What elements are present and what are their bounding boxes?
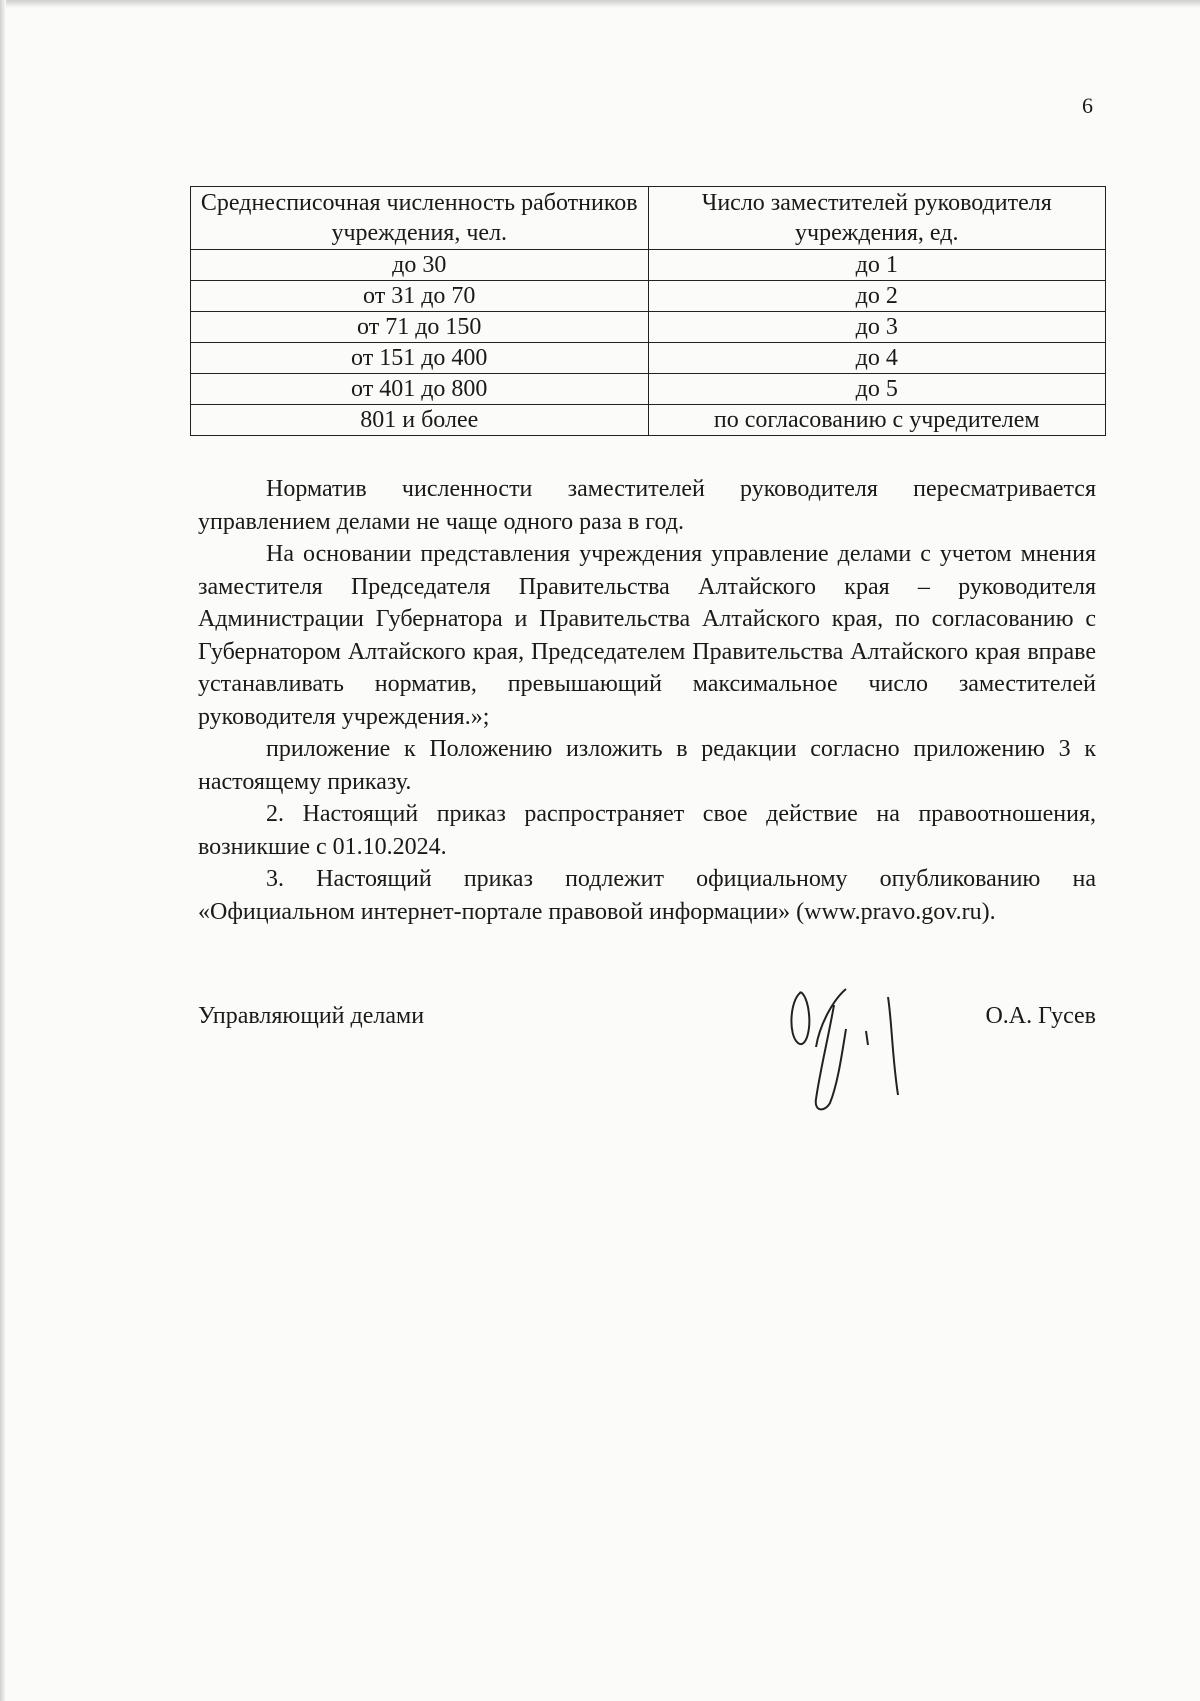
table-cell: 801 и более <box>191 405 649 436</box>
table-cell: по согласованию с учредителем <box>648 405 1106 436</box>
table-header-row <box>191 187 1106 250</box>
table-header-cell: Среднесписочная численность работников учреждения, чел. <box>191 187 649 250</box>
scan-edge-top <box>0 0 1200 8</box>
table-cell: до 30 <box>191 250 649 281</box>
signer-title: Управляющий делами <box>198 1003 425 1029</box>
table-row <box>191 343 1106 374</box>
table-cell: до 3 <box>648 312 1106 343</box>
paragraph-item-2: 2. Настоящий приказ распространяет свое действие на правоотношения, возникшие с 01.10.2024. <box>198 801 1096 860</box>
document-body <box>198 473 1096 928</box>
table-cell: до 2 <box>648 281 1106 312</box>
signer-name: О.А. Гусев <box>985 1003 1096 1029</box>
table-row <box>191 250 1106 281</box>
table-cell: до 5 <box>648 374 1106 405</box>
deputies-norm-table <box>190 186 1106 436</box>
table-row <box>191 281 1106 312</box>
signature-block <box>198 1003 1096 1123</box>
scan-edge-left <box>0 0 6 1701</box>
table-cell: от 401 до 800 <box>191 374 649 405</box>
paragraph-appendix: приложение к Положению изложить в редакции согласно приложению 3 к настоящему приказу. <box>198 736 1096 795</box>
table-header-cell: Число заместителей руководителя учреждения, ед. <box>648 187 1106 250</box>
table-cell: от 151 до 400 <box>191 343 649 374</box>
handwritten-signature <box>786 943 916 1113</box>
paragraph-item-3: 3. Настоящий приказ подлежит официальному опубликованию на «Официальном интернет-портале правовой информации» (www.pravo.gov.ru). <box>198 866 1096 925</box>
page-number: 6 <box>1082 93 1093 118</box>
table-row <box>191 374 1106 405</box>
table-cell: от 71 до 150 <box>191 312 649 343</box>
paragraph-norm-exceed: На основании представления учреждения управление делами с учетом мнения заместителя Председателя Правительства Алтайского края – руководителя Администрации Губернатора и Правительства Алтайского края, по согласованию с Губернатором Алтайского края, Председателем Правительства Алтайского края вправе устанавливать норматив, превышающий максимальное число заместителей руководителя учреждения.»; <box>198 541 1096 730</box>
table-cell: от 31 до 70 <box>191 281 649 312</box>
table-row <box>191 405 1106 436</box>
table-cell: до 4 <box>648 343 1106 374</box>
paragraph-norm-review: Норматив численности заместителей руководителя пересматривается управлением делами не чаще одного раза в год. <box>198 476 1096 535</box>
table-row <box>191 312 1106 343</box>
table-cell: до 1 <box>648 250 1106 281</box>
